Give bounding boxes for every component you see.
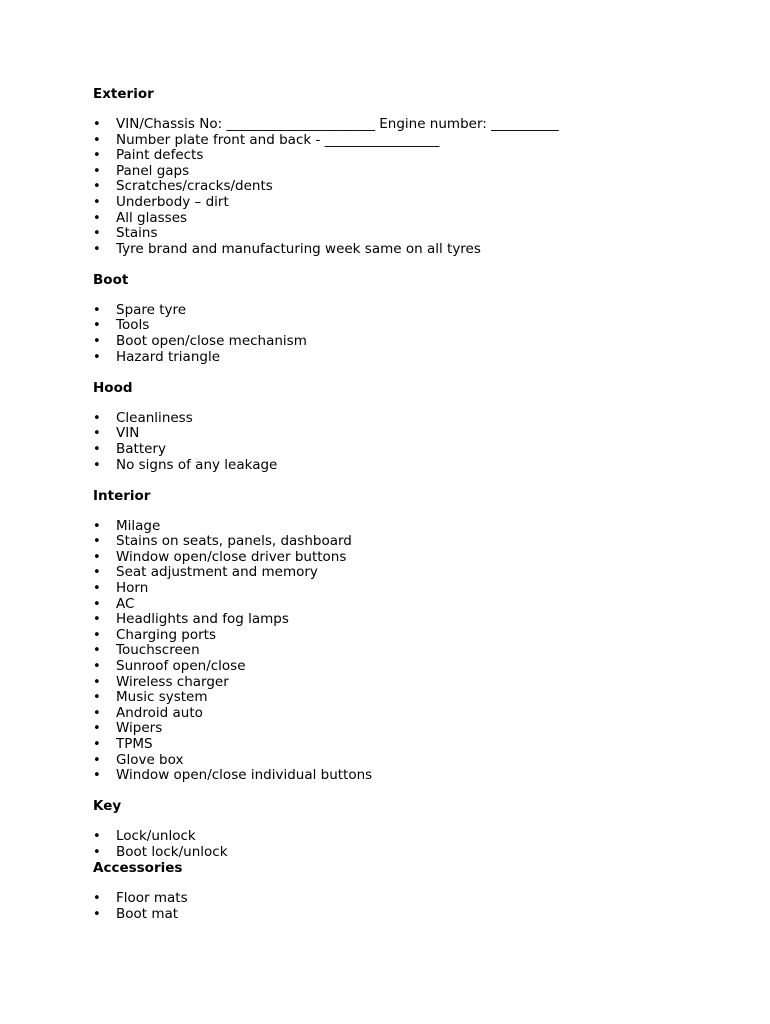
bullet: •: [93, 612, 101, 628]
list-item: • Touchscreen: [93, 642, 200, 659]
bullet: •: [93, 752, 101, 768]
list-key: [93, 829, 733, 860]
list-boot: [93, 303, 733, 365]
list-item: • Tyre brand and manufacturing week same on all tyres: [93, 240, 481, 257]
list-item: • Charging ports: [93, 626, 217, 643]
bullet: •: [93, 194, 101, 210]
list-item: • Milage: [93, 517, 161, 534]
bullet: •: [93, 117, 101, 132]
bullet: •: [93, 906, 101, 922]
section-heading-interior: Interior: [93, 487, 151, 504]
list-item: • Boot open/close mechanism: [93, 333, 307, 350]
list-item: • Stains: [93, 225, 158, 242]
list-item: • Boot lock/unlock: [93, 843, 228, 860]
list-item: • Wipers: [93, 720, 163, 737]
bullet: •: [93, 768, 101, 784]
bullet: •: [93, 534, 101, 550]
list-item: • Boot mat: [93, 905, 179, 922]
section-heading-key: Key: [93, 798, 122, 815]
bullet: •: [93, 179, 101, 195]
bullet: •: [93, 518, 101, 534]
bullet: •: [93, 210, 101, 226]
checklist-document: [93, 86, 733, 923]
list-interior: [93, 519, 733, 784]
list-exterior: [93, 117, 733, 257]
bullet: •: [93, 891, 101, 907]
bullet: •: [93, 844, 101, 860]
bullet: •: [93, 596, 101, 612]
bullet: •: [93, 132, 101, 148]
bullet: •: [93, 226, 101, 242]
list-item: • VIN: [93, 425, 140, 442]
bullet: •: [93, 736, 101, 752]
section-heading-hood: Hood: [93, 379, 133, 396]
list-item: • Wireless charger: [93, 673, 229, 690]
list-item: • Horn: [93, 579, 149, 596]
list-item: • TPMS: [93, 735, 153, 752]
bullet: •: [93, 410, 101, 426]
list-item: • Spare tyre: [93, 301, 187, 318]
list-item: • Scratches/cracks/dents: [93, 178, 273, 195]
list-item: • Panel gaps: [93, 162, 190, 179]
section-hood: [93, 380, 733, 473]
bullet: •: [93, 643, 101, 659]
bullet: •: [93, 690, 101, 706]
section-key: [93, 798, 733, 860]
section-heading-exterior: Exterior: [93, 86, 154, 102]
list-item: • Underbody – dirt: [93, 193, 229, 210]
bullet: •: [93, 349, 101, 365]
list-item: • Cleanliness: [93, 409, 193, 426]
list-item: • Lock/unlock: [93, 828, 196, 845]
bullet: •: [93, 148, 101, 164]
list-accessories: [93, 891, 733, 922]
bullet: •: [93, 334, 101, 350]
section-boot: [93, 272, 733, 365]
list-item: • All glasses: [93, 209, 188, 226]
bullet: •: [93, 674, 101, 690]
list-item: • Android auto: [93, 704, 203, 721]
bullet: •: [93, 565, 101, 581]
list-item: • Glove box: [93, 751, 184, 768]
section-accessories: [93, 860, 733, 922]
bullet: •: [93, 241, 101, 257]
section-heading-accessories: Accessories: [93, 860, 183, 877]
list-item: • Sunroof open/close: [93, 657, 246, 674]
list-item: • Window open/close individual buttons: [93, 767, 373, 784]
list-item: • Window open/close driver buttons: [93, 548, 347, 565]
list-hood: [93, 411, 733, 473]
list-item: • Headlights and fog lamps: [93, 611, 289, 628]
list-item: • Hazard triangle: [93, 348, 221, 365]
bullet: •: [93, 441, 101, 457]
section-exterior: [93, 86, 733, 257]
list-item: • Music system: [93, 689, 208, 706]
bullet: •: [93, 549, 101, 565]
bullet: •: [93, 457, 101, 473]
bullet: •: [93, 829, 101, 845]
bullet: •: [93, 627, 101, 643]
bullet: •: [93, 580, 101, 596]
list-item: • Stains on seats, panels, dashboard: [93, 533, 352, 550]
bullet: •: [93, 163, 101, 179]
bullet: •: [93, 302, 101, 318]
bullet: •: [93, 426, 101, 442]
bullet: •: [93, 658, 101, 674]
list-item: • Battery: [93, 440, 166, 457]
bullet: •: [93, 318, 101, 334]
bullet: •: [93, 705, 101, 721]
list-item: • No signs of any leakage: [93, 456, 278, 473]
list-item: • Number plate front and back - _________________: [93, 131, 440, 148]
list-item: • Floor mats: [93, 890, 188, 907]
list-item: • Tools: [93, 317, 150, 334]
list-item: • Seat adjustment and memory: [93, 564, 318, 581]
section-heading-boot: Boot: [93, 271, 129, 288]
bullet: •: [93, 721, 101, 737]
section-interior: [93, 488, 733, 784]
list-item: • VIN/Chassis No: ______________________ Engine number: __________: [93, 116, 559, 132]
list-item: • AC: [93, 595, 135, 612]
list-item: • Paint defects: [93, 147, 204, 164]
